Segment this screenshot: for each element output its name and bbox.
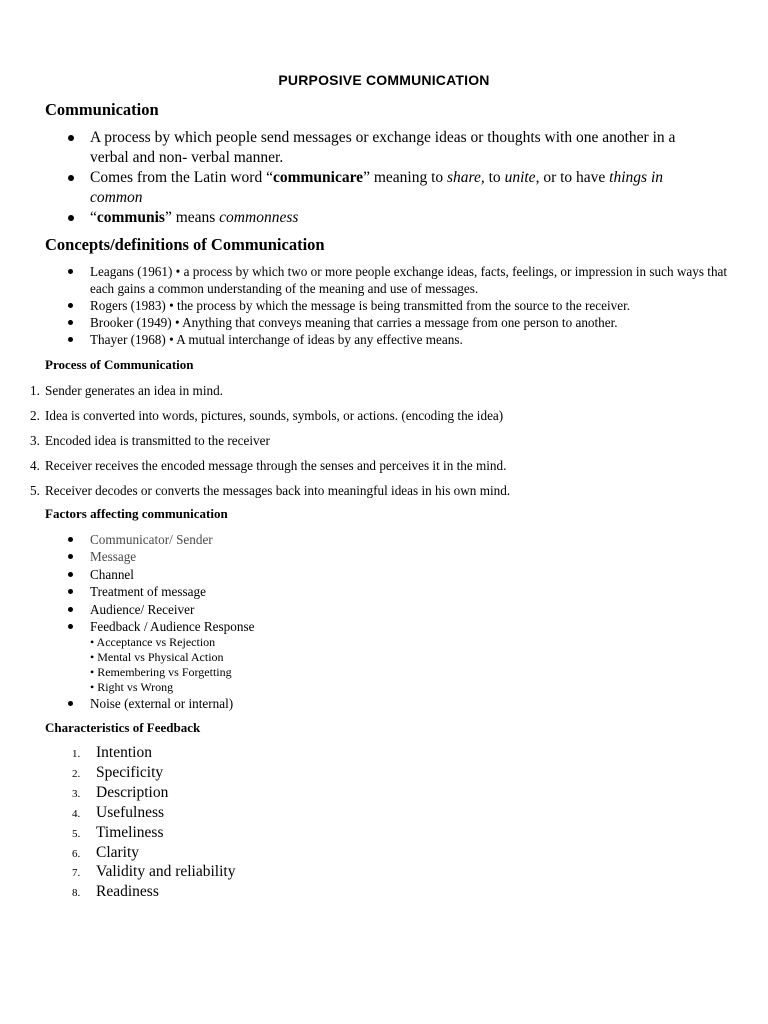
list-item: 3. Encoded idea is transmitted to the receiver	[30, 433, 270, 448]
sub-list-item: • Acceptance vs Rejection	[90, 635, 216, 650]
concepts-list	[66, 263, 746, 348]
factors-list	[66, 531, 466, 713]
bullet-icon	[68, 701, 73, 706]
list-item: 2. Specificity	[72, 763, 164, 781]
list-item: Channel	[66, 566, 466, 583]
heading-factors: Factors affecting communication	[45, 506, 228, 521]
sub-list-item: • Mental vs Physical Action	[90, 650, 224, 665]
bullet-icon	[68, 537, 73, 542]
list-item: Noise (external or internal)	[66, 695, 466, 712]
bullet-icon	[68, 269, 73, 274]
bullet-icon	[68, 215, 74, 221]
bullet-icon	[68, 337, 73, 342]
list-item: 1. Intention	[72, 744, 152, 761]
bullet-icon	[68, 320, 73, 325]
heading-process: Process of Communication	[45, 357, 194, 372]
list-item: “communis” means commonness	[66, 208, 716, 228]
feedback-sublist	[90, 635, 466, 695]
heading-characteristics: Characteristics of Feedback	[45, 720, 201, 735]
document-title: PURPOSIVE COMMUNICATION	[278, 72, 490, 88]
list-item: 2. Idea is converted into words, pictures, sounds, symbols, or actions. (encoding the idea)	[30, 408, 504, 423]
list-item: Thayer (1968) • A mutual interchange of ideas by any effective means.	[66, 331, 746, 348]
sub-list-item: • Remembering vs Forgetting	[90, 665, 232, 680]
heading-concepts: Concepts/definitions of Communication	[45, 235, 325, 254]
list-item: 7. Validity and reliability	[72, 863, 236, 881]
characteristics-list	[72, 744, 372, 903]
sub-list-item: • Right vs Wrong	[90, 680, 174, 695]
list-item: Leagans (1961) • a process by which two or more people exchange ideas, facts, feelings, or impression in such ways that each gains a common understanding of the meaning and use of messages.	[66, 263, 746, 297]
communication-list	[66, 128, 716, 228]
list-item: 8. Readiness	[72, 883, 159, 901]
list-item: 5. Receiver decodes or converts the messages back into meaningful ideas in his own mind.	[30, 483, 511, 498]
list-item: Comes from the Latin word “communicare” meaning to share, to unite, or to have things in common	[66, 168, 716, 207]
bullet-icon	[68, 589, 73, 594]
list-item: 4. Receiver receives the encoded message through the senses and perceives it in the mind.	[30, 458, 507, 473]
list-item: Audience/ Receiver	[66, 601, 466, 618]
list-item: 1. Sender generates an idea in mind.	[30, 383, 223, 398]
bullet-icon	[68, 303, 73, 308]
process-steps	[30, 383, 750, 508]
bullet-icon	[68, 135, 74, 141]
list-item: A process by which people send messages or exchange ideas or thoughts with one another in a verbal and non- verbal manner.	[66, 128, 716, 167]
list-item: 4. Usefulness	[72, 803, 165, 821]
list-item: Rogers (1983) • the process by which the message is being transmitted from the source to the receiver.	[66, 297, 746, 314]
bullet-icon	[68, 554, 73, 559]
bullet-icon	[68, 572, 73, 577]
heading-communication: Communication	[45, 100, 159, 119]
list-item: 3. Description	[72, 783, 169, 801]
list-item: Message	[66, 548, 466, 565]
list-item: Treatment of message	[66, 583, 466, 600]
bullet-icon	[68, 175, 74, 181]
bullet-icon	[68, 607, 73, 612]
list-item: Communicator/ Sender	[66, 531, 466, 548]
list-item: 5. Timeliness	[72, 823, 164, 841]
list-item: Feedback / Audience Response • Acceptance vs Rejection • Mental vs Physical Action • Remembering vs Forgetting • Right vs Wrong	[66, 618, 466, 695]
list-item: Brooker (1949) • Anything that conveys meaning that carries a message from one person to another.	[66, 314, 746, 331]
list-item: 6. Clarity	[72, 843, 140, 861]
bullet-icon	[68, 624, 73, 629]
